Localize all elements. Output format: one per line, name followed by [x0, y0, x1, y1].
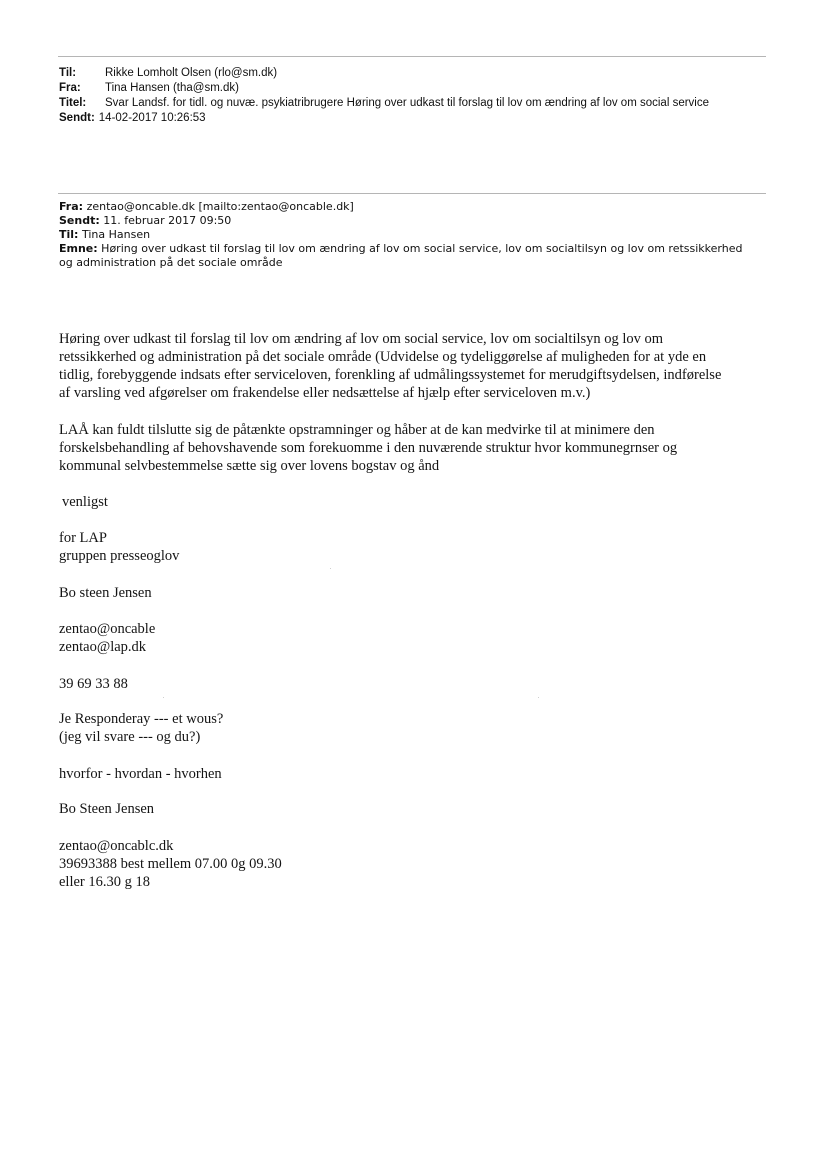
fwd-to-label: Til: — [59, 228, 79, 241]
phone-number: 39 69 33 88 — [59, 676, 128, 692]
body-paragraph-1 — [59, 330, 759, 402]
email-line: zentao@lap.dk — [59, 639, 147, 655]
sent-label: Sendt: — [59, 112, 95, 124]
email-line: zentao@oncable — [59, 621, 156, 637]
body-line: retssikkerhed og administration på det sociale område (Udvidelse og tydeliggørelse af muligheden for at yde en — [59, 349, 707, 365]
body-line: LAÅ kan fuldt tilslutte sig de påtænkte opstramninger og håber at de kan medvirke til at minimere den — [59, 422, 655, 438]
header-separator-line — [58, 56, 766, 57]
signature-name-1: Bo steen Jensen — [59, 585, 152, 601]
email-header — [59, 66, 745, 126]
sent-value: 14-02-2017 10:26:53 — [98, 112, 206, 124]
body-line: kommunal selvbestemmelse sætte sig over lovens bogstav og ånd — [59, 458, 440, 474]
contact-line: eller 16.30 g 18 — [59, 874, 151, 890]
org-line: for LAP — [59, 530, 107, 546]
from-value: Tina Hansen (tha@sm.dk) — [105, 82, 239, 94]
motto-block — [59, 710, 759, 746]
fwd-from-value: zentao@oncable.dk [mailto:zentao@oncable.dk] — [86, 200, 354, 213]
organization-block — [59, 529, 759, 565]
scan-speck — [163, 697, 164, 698]
signature-name-2: Bo Steen Jensen — [59, 801, 155, 817]
contact-block — [59, 837, 759, 891]
fwd-subject-label: Emne: — [59, 242, 98, 255]
to-label: Til: — [59, 67, 77, 79]
contact-line: zentao@oncablc.dk — [59, 838, 174, 854]
org-line: gruppen presseoglov — [59, 548, 180, 564]
fwd-from-label: Fra: — [59, 200, 84, 213]
body-line: af varsling ved afgørelser om frakendelse eller nedsættelse af hjælp efter serviceloven m.v.) — [59, 385, 591, 401]
body-paragraph-2 — [59, 421, 759, 475]
contact-line: 39693388 best mellem 07.00 0g 09.30 — [59, 856, 282, 872]
closing-greeting: venligst — [62, 494, 108, 510]
body-line: tidlig, forebyggende indsats efter serviceloven, forenkling af udmålingssystemet for merudgiftsydelsen, indførelse — [59, 367, 722, 383]
title-label: Titel: — [59, 97, 87, 109]
fwd-sent-value: 11. februar 2017 09:50 — [103, 214, 232, 227]
body-line: Høring over udkast til forslag til lov om ændring af lov om social service, lov om socialtilsyn og lov om — [59, 331, 664, 347]
motto-line: Je Responderay --- et wous? — [59, 711, 224, 727]
tagline: hvorfor - hvordan - hvorhen — [59, 766, 222, 782]
body-line: forskelsbehandling af behovshavende som forekuomme i den nuværende struktur hvor kommunegrnser og — [59, 440, 678, 456]
scan-speck — [330, 568, 331, 569]
title-value: Svar Landsf. for tidl. og nuvæ. psykiatribrugere Høring over udkast til forslag til lov om ændring af lov om social service — [105, 97, 710, 109]
from-label: Fra: — [59, 82, 81, 94]
motto-line: (jeg vil svare --- og du?) — [59, 729, 201, 745]
email-addresses — [59, 620, 759, 656]
fwd-to-value: Tina Hansen — [81, 228, 151, 241]
fwd-subject-line1: Høring over udkast til forslag til lov om ændring af lov om social service, lov om socialtilsyn og lov om retssikkerhed — [101, 242, 743, 255]
forwarded-header — [59, 200, 769, 270]
scan-speck — [538, 697, 539, 698]
to-value: Rikke Lomholt Olsen (rlo@sm.dk) — [105, 67, 278, 79]
forward-separator-line — [58, 193, 766, 194]
fwd-sent-label: Sendt: — [59, 214, 100, 227]
fwd-subject-line2: og administration på det sociale område — [59, 256, 283, 269]
